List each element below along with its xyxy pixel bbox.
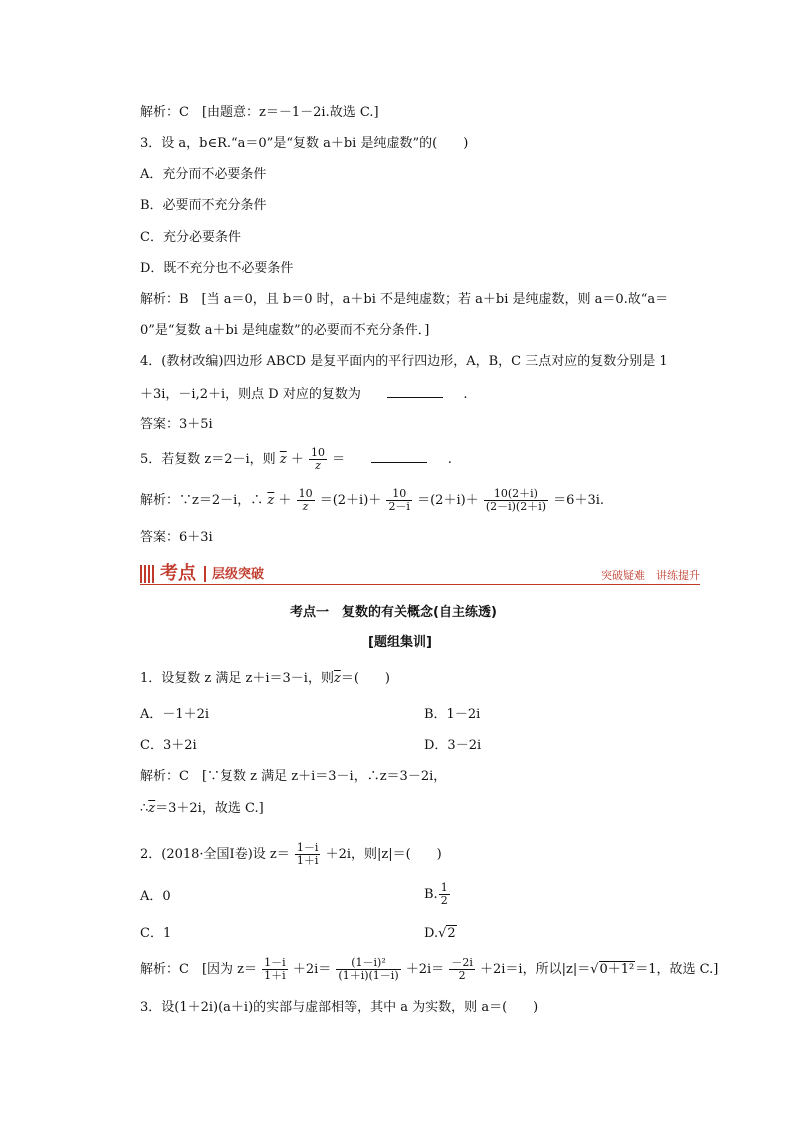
solution-line bbox=[140, 800, 264, 818]
answer-line: 答案：6＋3i bbox=[140, 530, 213, 545]
period: . bbox=[447, 452, 452, 467]
answer-blank bbox=[371, 450, 427, 463]
denominator: 2 bbox=[458, 969, 466, 982]
answer-line: 答案：3＋5i bbox=[140, 417, 213, 432]
question-text: 5．若复数 z＝2－i，则 bbox=[140, 452, 276, 467]
fraction bbox=[297, 488, 315, 513]
option-label: D. bbox=[424, 926, 439, 941]
question-3: 3．设 a，b∈R.“a＝0”是“复数 a＋bi 是纯虚数”的( ) bbox=[140, 136, 469, 151]
option-b bbox=[424, 880, 451, 910]
fraction bbox=[262, 957, 288, 982]
numerator: 10 bbox=[386, 488, 412, 501]
numerator: 1－i bbox=[264, 956, 286, 969]
denominator: (2－i)(2＋i) bbox=[485, 500, 547, 513]
denominator: z bbox=[315, 459, 321, 472]
banner-title: 考点 bbox=[160, 563, 196, 584]
banner-stripes-icon bbox=[140, 565, 154, 583]
option-c: C．充分必要条件 bbox=[140, 230, 241, 245]
conjugate-z: $\overline{z}$ bbox=[279, 452, 287, 467]
numerator: (1－i)² bbox=[336, 957, 400, 970]
numerator: 10 bbox=[310, 446, 325, 459]
fraction bbox=[309, 447, 327, 472]
numerator: －2i bbox=[451, 956, 473, 969]
numerator: 10(2＋i) bbox=[484, 488, 548, 501]
radicand: 2 bbox=[447, 926, 456, 941]
section-subheading: [题组集训] bbox=[368, 635, 432, 650]
solution-text: 解析：∵z＝2－i，∴ bbox=[140, 493, 264, 508]
banner-rule bbox=[140, 584, 700, 585]
conjugate-z: $\overline{z}$ bbox=[148, 801, 156, 816]
conjugate-z: $\overline{z}$ bbox=[267, 493, 275, 508]
question-text: ＝( ) bbox=[340, 671, 390, 686]
sqrt-icon: √ bbox=[590, 962, 599, 977]
question-5 bbox=[140, 447, 452, 473]
option-label: B. bbox=[424, 887, 438, 902]
banner-subtitle: 层级突破 bbox=[212, 567, 265, 582]
question-3: 3．设(1＋2i)(a＋i)的实部与虚部相等，其中 a 为实数，则 a＝( ) bbox=[140, 1000, 539, 1015]
answer-blank bbox=[387, 385, 443, 398]
question-text: ＋3i，－i,2＋i，则点 D 对应的复数为 bbox=[140, 387, 361, 402]
solution-text: ＝3＋2i，故选 C.] bbox=[155, 801, 264, 816]
period: . bbox=[463, 387, 468, 402]
denominator: 2 bbox=[440, 894, 448, 907]
question-text: ＋2i，则|z|＝( ) bbox=[325, 847, 442, 862]
solution-line bbox=[140, 486, 604, 516]
option-a: A．－1＋2i bbox=[140, 707, 210, 722]
sqrt-icon: √ bbox=[438, 926, 447, 941]
solution-text: ＝(2＋i)＋ bbox=[319, 493, 382, 508]
option-a: A．充分而不必要条件 bbox=[140, 167, 267, 182]
denominator: 1＋i bbox=[296, 854, 319, 867]
denominator: 1＋i bbox=[264, 969, 286, 982]
plus: ＋ bbox=[278, 493, 292, 508]
section-heading: 考点一 复数的有关概念(自主练透) bbox=[290, 605, 497, 620]
radicand: 0＋1² bbox=[599, 962, 635, 977]
denominator: z bbox=[302, 500, 309, 513]
question-4-cont bbox=[140, 385, 468, 404]
fraction bbox=[295, 842, 321, 867]
question-4: 4．(教材改编)四边形 ABCD 是复平面内的平行四边形，A，B，C 三点对应的复数分别是 1 bbox=[140, 354, 668, 369]
option-a: A．0 bbox=[140, 889, 171, 904]
plus: ＋ bbox=[290, 452, 304, 467]
option-c: C．1 bbox=[140, 926, 172, 941]
solution-line: 解析：C [由题意：z＝－1－2i.故选 C.] bbox=[140, 105, 379, 120]
fraction bbox=[449, 957, 475, 982]
equals: ＝ bbox=[332, 452, 346, 467]
solution-text: ＋2i＝i，所以|z|＝ bbox=[480, 962, 591, 977]
solution-text: ＋2i＝ bbox=[292, 962, 332, 977]
option-d: D．既不充分也不必要条件 bbox=[140, 261, 294, 276]
solution-line: 解析：C [∵复数 z 满足 z＋i＝3－i，∴z＝3－2i， bbox=[140, 769, 447, 784]
question-text: 2．(2018·全国Ⅰ卷)设 z＝ bbox=[140, 847, 290, 862]
denominator: 2－i bbox=[388, 500, 410, 513]
section-banner bbox=[140, 563, 700, 585]
numerator: 1 bbox=[440, 881, 448, 894]
numerator: 1－i bbox=[296, 841, 319, 854]
solution-line: 0”是“复数 a＋bi 是纯虚数”的必要而不充分条件．] bbox=[140, 323, 430, 338]
denominator: (1＋i)(1－i) bbox=[338, 969, 399, 982]
fraction bbox=[439, 882, 450, 907]
solution-text: ＝1，故选 C.] bbox=[635, 962, 719, 977]
option-d: D．3－2i bbox=[424, 738, 482, 753]
question-text: 1．设复数 z 满足 z＋i＝3－i，则 bbox=[140, 671, 334, 686]
option-d bbox=[424, 925, 457, 943]
question-1 bbox=[140, 670, 390, 688]
fraction bbox=[336, 957, 400, 982]
option-b: B．必要而不充分条件 bbox=[140, 198, 267, 213]
conjugate-z: $\overline{z}$ bbox=[333, 671, 341, 686]
solution-text: 解析：C [因为 z＝ bbox=[140, 962, 258, 977]
fraction bbox=[386, 488, 412, 513]
banner-divider bbox=[204, 566, 206, 582]
solution-line bbox=[140, 955, 718, 985]
solution-text: ∴ bbox=[140, 801, 149, 816]
solution-text: ＝(2＋i)＋ bbox=[417, 493, 479, 508]
option-c: C．3＋2i bbox=[140, 738, 197, 753]
solution-text: ＋2i＝ bbox=[405, 962, 445, 977]
fraction bbox=[484, 488, 548, 513]
solution-line: 解析：B [当 a＝0，且 b＝0 时，a＋bi 不是纯虚数；若 a＋bi 是纯虚数，则 a＝0.故“a＝ bbox=[140, 292, 669, 307]
banner-right-text: 突破疑难 讲练提升 bbox=[601, 569, 700, 582]
question-2 bbox=[140, 840, 442, 870]
option-b: B．1－2i bbox=[424, 707, 481, 722]
solution-text: ＝6＋3i. bbox=[553, 493, 605, 508]
numerator: 10 bbox=[298, 487, 313, 500]
